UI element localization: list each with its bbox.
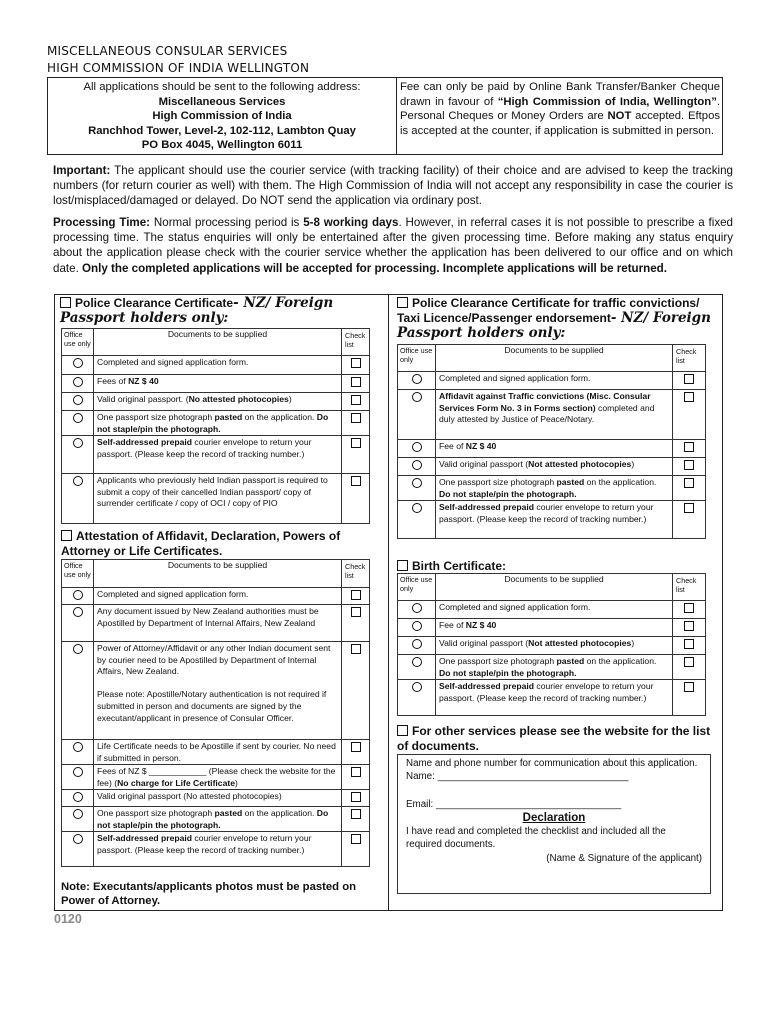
contact-instruction: Name and phone number for communication about this application. [406,758,698,769]
signature-label[interactable]: (Name & Signature of the applicant) [546,853,702,865]
pcc-section-title [60,296,380,326]
checklist-box[interactable] [673,655,706,680]
requirement-row [398,637,706,655]
office-use-circle[interactable] [398,655,436,680]
requirement-text: Self-addressed prepaid courier envelope to return your passport. (Please keep the record of tracking number.) [436,501,673,539]
requirement-row [398,619,706,637]
checklist-box[interactable] [342,588,370,605]
affidavit-title: Attestation of Affidavit, Declaration, Powers of Attorney or Life Certificates. [61,529,341,558]
birth-title: Birth Certificate: [412,559,507,573]
checklist-box[interactable] [673,390,706,440]
requirement-text: Applicants who previously held Indian passport is required to submit a copy of their cancelled Indian passport/ copy of surrender certificate / copy of OCI / copy of PIO [94,474,342,524]
office-use-circle[interactable] [62,393,94,411]
birth-table [397,573,706,716]
name-field[interactable]: Name: ___________________________________ [406,771,629,783]
office-use-circle[interactable] [398,637,436,655]
requirement-row [62,806,370,831]
requirement-text: Valid original passport (Not attested photocopies) [436,637,673,655]
office-use-header: Office use only [62,329,94,356]
fee-text-3: accepted. Eftpos is accepted at the counter, if application is submitted in person. [400,110,720,137]
requirement-text: Any document issued by New Zealand authorities must be Apostilled by Department of Internal Affairs, New Zealand [94,605,342,642]
checklist-box[interactable] [342,790,370,807]
checklist-box[interactable] [673,476,706,501]
address-line-2: High Commission of India [152,110,292,122]
processing-bold-end: Only the completed applications will be accepted for processing. Incomplete applications will be returned. [82,261,667,275]
requirement-row [398,440,706,458]
header-line-2: HIGH COMMISSION OF INDIA WELLINGTON [47,61,310,75]
email-field[interactable]: Email: __________________________________ [406,799,622,811]
office-use-circle[interactable] [62,806,94,831]
requirement-row [398,680,706,716]
processing-days: 5-8 working days [303,216,399,229]
table-header-row [398,345,706,372]
office-use-header: Office use only [398,574,436,601]
traffic-subtitle: - NZ/ Foreign Passport holders only [397,310,711,341]
checklist-box[interactable] [342,605,370,642]
office-use-circle[interactable] [62,436,94,474]
declaration-title: Declaration [522,811,586,824]
pcc-title: Police Clearance Certificate [75,296,234,310]
requirement-row [62,436,370,474]
office-use-circle[interactable] [62,474,94,524]
checklist-box[interactable] [342,740,370,765]
requirement-row [62,790,370,807]
traffic-section-title [397,296,717,341]
checklist-box[interactable] [673,440,706,458]
requirement-text: Power of Attorney/Affidavit or any other Indian document sent by courier need to be Apostilled by Department of Internal Affairs, New Zealand. Please note: Apostille/Notary authentication is not required if submitted in person and documents are signed by the executant/applicant in presence of Consular Officer. [94,642,342,740]
important-text: The applicant should use the courier service (with tracking facility) of their choice and are advised to keep the tracking numbers (for return courier as well) with them. The High Commission of India will not accept any responsibility in case the courier is lost/misplaced/damaged or delayed. Do NOT send the application via ordinary post. [53,164,733,208]
requirement-text: Valid original passport (No attested photocopies) [94,790,342,807]
other-section-checkbox[interactable] [397,725,408,736]
office-use-circle[interactable] [398,372,436,390]
requirement-row [398,501,706,539]
header-line-1: MISCELLANEOUS CONSULAR SERVICES [47,44,288,58]
requirement-text: Completed and signed application form. [436,372,673,390]
office-use-circle[interactable] [62,740,94,765]
requirement-row [62,588,370,605]
address-line-3: Ranchhod Tower, Level-2, 102-112, Lambton Quay [88,124,356,137]
birth-section-checkbox[interactable] [397,560,408,571]
office-use-circle[interactable] [398,619,436,637]
checklist-box[interactable] [342,474,370,524]
requirement-text: One passport size photograph pasted on the application. Do not staple/pin the photograph. [436,476,673,501]
office-use-circle[interactable] [398,601,436,619]
column-divider [388,294,389,911]
requirement-text: One passport size photograph pasted on the application. Do not staple/pin the photograph. [436,655,673,680]
requirement-row [62,375,370,393]
table-header-row [62,329,370,356]
requirement-text: Completed and signed application form. [436,601,673,619]
requirement-row [62,605,370,642]
checklist-box[interactable] [342,436,370,474]
checklist-box[interactable] [673,501,706,539]
requirement-text: Fees of NZ $ ____________ (Please check the website for the fee) (No charge for Life Certificate) [94,765,342,790]
documents-header: Documents to be supplied [94,329,342,356]
affidavit-note: Note: Executants/applicants photos must be pasted on Power of Attorney. [61,881,357,907]
requirement-row [62,765,370,790]
requirement-row [398,601,706,619]
office-use-header: Office use only [62,560,94,588]
address-fee-box [47,77,723,155]
checklist-box[interactable] [342,806,370,831]
requirement-text: Valid original passport (Not attested photocopies) [436,458,673,476]
office-use-circle[interactable] [398,476,436,501]
requirement-text: Fee of NZ $ 40 [436,619,673,637]
requirement-row [398,458,706,476]
other-section-title [397,724,715,754]
requirement-text: Fees of NZ $ 40 [94,375,342,393]
checklist-box[interactable] [673,372,706,390]
processing-text-1: Normal processing period is [150,216,304,229]
office-use-circle[interactable] [62,642,94,740]
office-use-circle[interactable] [62,790,94,807]
requirement-text: Life Certificate needs to be Apostille if sent by courier. No need if submitted in person. [94,740,342,765]
requirement-row [62,393,370,411]
requirement-row [62,642,370,740]
other-title: For other services please see the website for the list of documents. [397,724,711,753]
checklist-box[interactable] [673,637,706,655]
pcc-subtitle: - NZ/ Foreign Passport holders only [60,295,334,326]
traffic-title: Police Clearance Certificate for traffic convictions/ Taxi Licence/Passenger endorsement [397,296,700,325]
affidavit-section-checkbox[interactable] [61,530,72,541]
office-use-circle[interactable] [62,411,94,436]
processing-paragraph [53,215,733,276]
office-use-circle[interactable] [62,588,94,605]
office-use-circle[interactable] [398,680,436,716]
checklist-header: Check list [342,560,370,588]
important-label: Important: [53,164,111,177]
checklist-box[interactable] [342,765,370,790]
fee-payee: “High Commission of India, Wellington” [497,95,717,108]
checklist-header: Check list [673,574,706,601]
requirement-row [62,356,370,375]
important-paragraph [53,163,733,209]
office-use-circle[interactable] [62,356,94,375]
table-header-row [62,560,370,588]
office-use-circle[interactable] [398,440,436,458]
requirement-row [398,655,706,680]
processing-label: Processing Time: [53,216,151,229]
office-use-circle[interactable] [62,832,94,867]
requirement-row [62,740,370,765]
form-code: 0120 [54,912,82,926]
checklist-box[interactable] [342,393,370,411]
checklist-box[interactable] [342,832,370,867]
requirement-text: Completed and signed application form. [94,588,342,605]
requirement-row [62,832,370,867]
checklist-box[interactable] [673,601,706,619]
address-line-4: PO Box 4045, Wellington 6011 [141,139,303,151]
requirement-row [398,476,706,501]
requirement-row [62,411,370,436]
checklist-header: Check list [342,329,370,356]
requirement-text: One passport size photograph pasted on the application. Do not staple/pin the photograph. [94,806,342,831]
checklist-box[interactable] [342,356,370,375]
table-header-row [398,574,706,601]
checklist-box[interactable] [673,680,706,716]
birth-section-title [397,559,697,574]
affidavit-table [61,559,370,867]
requirement-row [62,474,370,524]
office-use-circle[interactable] [398,501,436,539]
pcc-table [61,328,370,524]
office-use-circle[interactable] [62,375,94,393]
requirement-text: Fee of NZ $ 40 [436,440,673,458]
office-use-circle[interactable] [62,765,94,790]
requirement-text: Self-addressed prepaid courier envelope to return your passport. (Please keep the record of tracking number.) [436,680,673,716]
requirement-text: Completed and signed application form. [94,356,342,375]
requirement-row [398,372,706,390]
office-use-header: Office use only [398,345,436,372]
fee-text-1: Fee can only be paid by Online Bank Transfer/Banker Cheque drawn in favour of [400,81,720,108]
requirement-text: Self-addressed prepaid courier envelope to return your passport. (Please keep the record of tracking number.) [94,436,342,474]
requirement-text: Self-addressed prepaid courier envelope to return your passport. (Please keep the record of tracking number.) [94,832,342,867]
requirement-row [398,390,706,440]
address-block [48,78,397,154]
pcc-section-checkbox[interactable] [60,297,71,308]
fee-block [400,78,720,138]
affidavit-section-title [61,529,351,559]
traffic-colon: : [560,325,566,341]
address-line-1: Miscellaneous Services [158,95,286,108]
requirement-text: Valid original passport. (No attested photocopies) [94,393,342,411]
checklist-box[interactable] [673,619,706,637]
declaration-text: I have read and completed the checklist and included all the required documents. [406,825,666,851]
traffic-section-checkbox[interactable] [397,297,408,308]
documents-header: Documents to be supplied [436,574,673,601]
processing-text-2: . However, in referral cases it is not possible to prescribe a fixed processing time. The status enquiries will only be entertained after the given processing time. Before making any status enquiry about the application please check with the courier service whether the application has been delivered to our office and on which date. [53,216,734,275]
checklist-header: Check list [673,345,706,372]
office-use-circle[interactable] [398,390,436,440]
fee-not: NOT [607,110,632,122]
office-use-circle[interactable] [398,458,436,476]
pcc-colon: : [223,310,229,326]
requirement-text: One passport size photograph pasted on the application. Do not staple/pin the photograph. [94,411,342,436]
requirement-text: Affidavit against Traffic convictions (Misc. Consular Services Form No. 3 in Forms section) completed and duly attested by Justice of Peace/Notary. [436,390,673,440]
documents-header: Documents to be supplied [436,345,673,372]
checklist-box[interactable] [673,458,706,476]
fee-text-2: . Personal Cheques or Money Orders are [400,95,720,122]
address-intro: All applications should be sent to the following address: [83,81,361,93]
documents-header: Documents to be supplied [94,560,342,588]
traffic-table [397,344,706,539]
checklist-box[interactable] [342,642,370,740]
checklist-box[interactable] [342,411,370,436]
office-use-circle[interactable] [62,605,94,642]
contact-declaration-box [397,754,711,894]
checklist-box[interactable] [342,375,370,393]
